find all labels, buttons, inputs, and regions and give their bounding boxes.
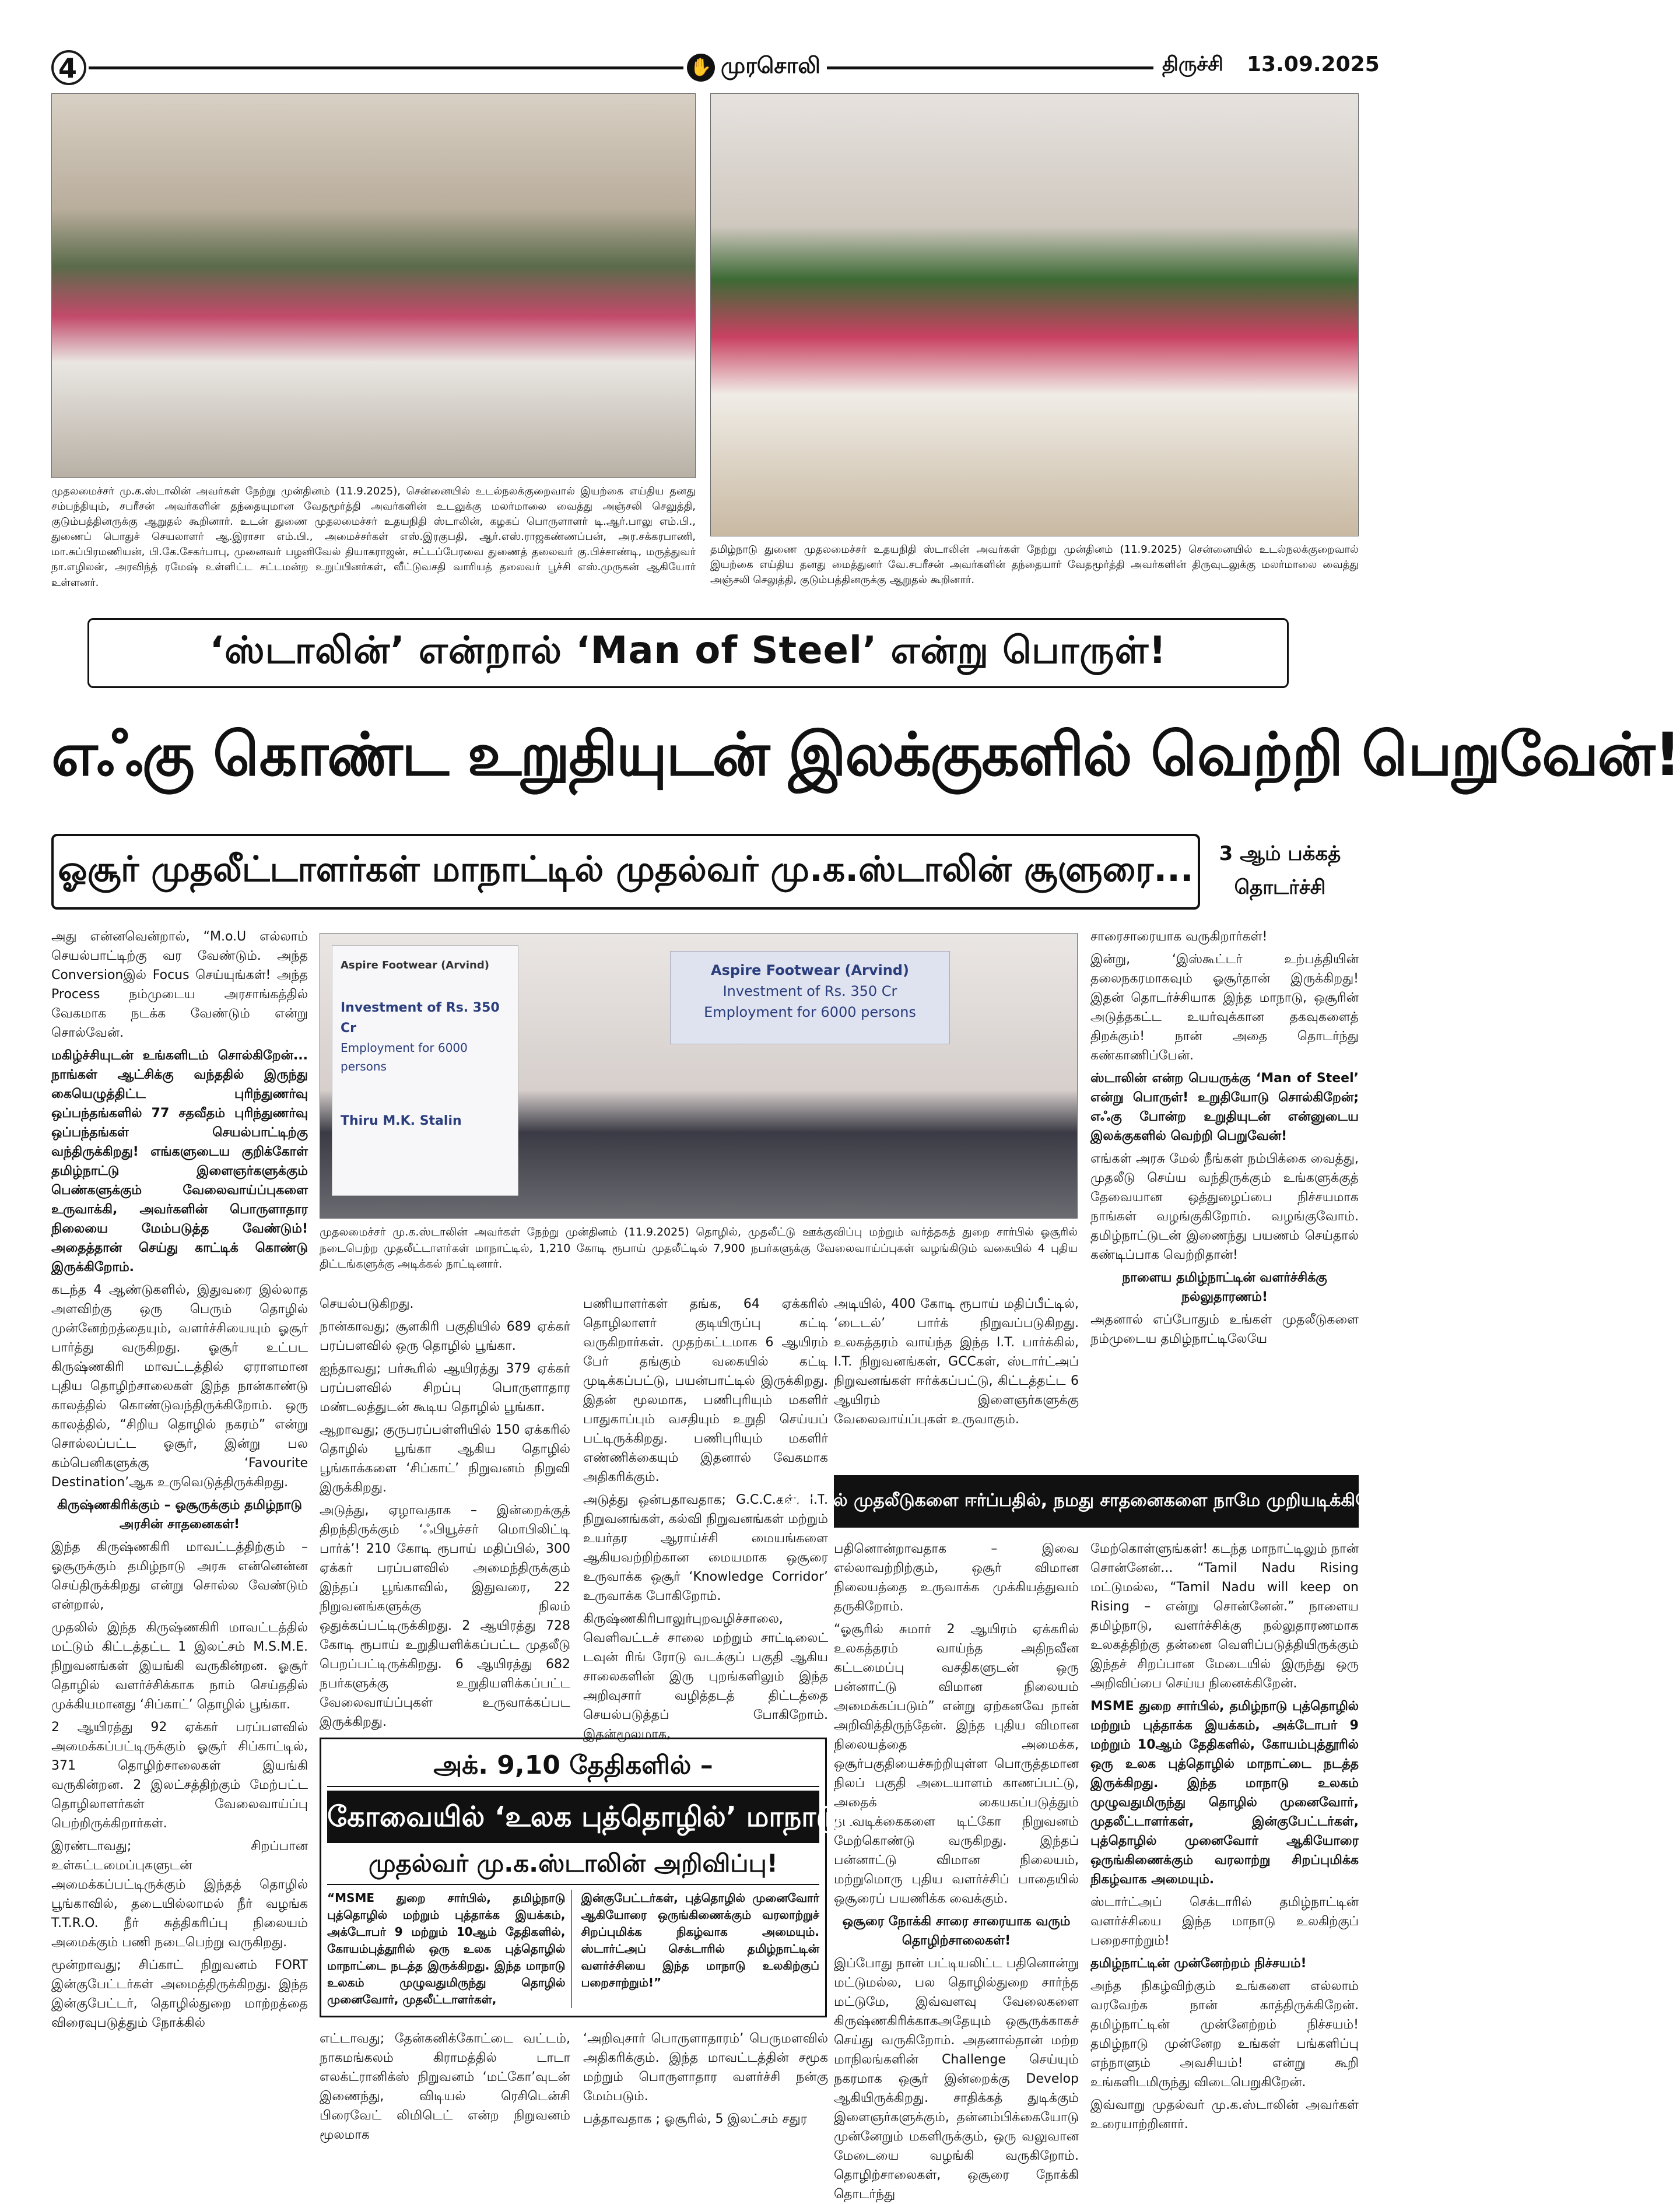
col1-para-1: அது என்னவென்றால், “M.o.U எல்லாம் செயல்பாட்டிற்கு வர வேண்டும். அந்த Conversionஇல் Focus செய்யுங்கள்! அந்த Process நம்முடைய அரசாங்கத்தில் வேகமாக நடக்க வேண்டும் என்று சொல்வேன்.	[51, 929, 308, 1040]
article-bottom-col3	[583, 2029, 828, 2157]
screen-investment: Investment of Rs. 350 Cr	[722, 983, 897, 999]
col1-bold-1: மகிழ்ச்சியுடன் உங்களிடம் சொல்கிறேன்... நாங்கள் ஆட்சிக்கு வந்ததில் இருந்து கையெழுத்திட்ட புரிந்துணர்வு ஒப்பந்தங்களில் 77 சதவீதம் புரிந்துணர்வு ஒப்பந்தங்கள் செயல்பாட்டிற்கு வந்திருக்கிறது! எங்களுடைய குறிக்கோள் தமிழ்நாட்டு இளைஞர்களுக்கும் பெண்களுக்கும் வேலைவாய்ப்புகளை உருவாக்கி, அவர்களின் பொருளாதார நிலையை மேம்படுத்த வேண்டும்! அதைத்தான் செய்து காட்டிக் கொண்டு இருக்கிறோம்.	[51, 1048, 308, 1275]
col1-subhead-1: கிருஷ்ணகிரிக்கும் – ஓசூருக்கும் தமிழ்நாடு அரசின் சாதனைகள்!	[57, 1498, 303, 1532]
col3b-para-2: இப்போது நான் பட்டியலிட்ட பதினொன்று மட்டுமல்ல, பல தொழில்துறை சார்ந்த மட்டுமே, இவ்வளவு வேலைகளை கிருஷ்ணகிரிக்காகஅதேயும் ஒசூருக்காகச் செய்து வருகிறோம். அதனால்தான் மற்ற மாநிலங்களின் Challenge செய்யும் நகரமாக ஒசூர் இன்றைக்கு Develop ஆகியிருக்கிறது. சாதிக்கத் துடிக்கும் இளைஞர்களுக்கும், தன்னம்பிக்கையோடு முன்னேறும் மகளிருக்கும், ஒரு வலுவான மேடையை வழங்கி வருகிறோம். தொழிற்சாலைகள், ஒசூரை நோக்கி தொடர்ந்து	[834, 1956, 1079, 2202]
col3b-subhead-2: ஒசூரை நோக்கி சாரை சாரையாக வரும் தொழிற்சாலைகள்!	[842, 1914, 1071, 1948]
event-photo	[320, 933, 1078, 1219]
bottom-col2-para: எட்டாவது; தேன்கனிக்கோட்டை வட்டம், நாகமங்கலம் கிராமத்தில் டாடா எலக்ட்ரானிக்ஸ் நிறுவனம் ‘மட்கோ’வுடன் இணைந்து, விடியல் ரெசிடென்சி பிரைவேட் லிமிடெட் என்ற நிறுவனம் மூலமாக	[320, 2031, 570, 2142]
condolence-photo-right	[710, 93, 1359, 536]
col1-para-3: இந்த கிருஷ்ணகிரி மாவட்டத்திற்கும் – ஓசூருக்கும் தமிழ்நாடு அரசு என்னென்ன செய்திருக்கிறது என்று சொல்ல வேண்டும் என்றால்,	[51, 1540, 308, 1612]
col2-para-0: செயல்படுகிறது.	[320, 1297, 414, 1311]
col5-para-2: இன்று, ‘இஸ்கூட்டர் உற்பத்தியின் தலைநகரமாகவும் ஓசூர்தான் இருக்கிறது! இதன் தொடர்ச்சியாக இந்த மாநாடு, ஒசூரின் அடுத்தகட்ட உயர்வுக்கான தகவுகளைத் திறக்கும்! நான் அதை தொடர்ந்து கண்காணிப்பேன்.	[1090, 952, 1359, 1063]
screen-employment: Employment for 6000 persons	[704, 1004, 916, 1020]
box-text-left: “MSME துறை சார்பில், தமிழ்நாடு புத்தொழில் மற்றும் புத்தாக்க இயக்கம், அக்டோபர் 9 மற்றும் 10ஆம் தேதிகளில், கோயம்புத்தூரில் ஒரு உலக புத்தொழில் மாநாட்டை நடத்த இருக்கிறது. இந்த மாநாடு உலகம் முழுவதுமிருந்து தொழில் முனைவோர், முதலீட்டாளர்கள்,	[327, 1890, 572, 2008]
event-screen	[670, 951, 950, 1044]
col1-para-4: முதலில் இந்த கிருஷ்ணகிரி மாவட்டத்தில் மட்டும் கிட்டத்தட்ட 1 இலட்சம் M.S.M.E. நிறுவனங்கள் இயங்கி வருகின்றன. ஓசூர் தொழில் வளர்ச்சிக்காக நாம் செய்ததில் முக்கியமானது ‘சிப்காட்’ தொழில் பூங்கா.	[51, 1620, 308, 1712]
box-head-2: கோவையில் ‘உலக புத்தொழில்’ மாநாடு!	[327, 1791, 819, 1843]
col5-para-3: எங்கள் அரசு மேல் நீங்கள் நம்பிக்கை வைத்து, முதலீடு செய்ய வந்திருக்கும் உங்களுக்குத் தேவையான ஒத்துழைப்பை நிச்சயமாக நாங்கள் வழங்குகிறோம். வழங்குவோம். தமிழ்நாட்டுடன் இணைந்து பயணம் செய்தால் கண்டிப்பாக வெற்றிதான்!	[1090, 1152, 1359, 1262]
continued-note	[1201, 837, 1359, 910]
headline-kicker-text: ‘ஸ்டாலின்’ என்றால் ‘Man of Steel’ என்று பொருள்!	[209, 629, 1167, 672]
condolence-caption-right: தமிழ்நாடு துணை முதலமைச்சர் உதயநிதி ஸ்டாலின் அவர்கள் நேற்று முன்தினம் (11.9.2025) சென்னையில் உடல்நலக்குறைவால் இயற்கை எய்திய தனது மைத்துனர் வே.சபரீசன் அவர்களின் தந்தையார் வேதமூர்த்தி அவர்களின் திருவுடலுக்கு மலர்மாலை வைத்து அஞ்சலி செலுத்தி, குடும்பத்தினருக்கு ஆறுதல் கூறினார்.	[710, 543, 1359, 587]
col5b-subhead-1: தமிழ்நாட்டின் முன்னேற்றம் நிச்சயம்!	[1090, 1956, 1307, 1971]
article-column-5b	[1090, 1539, 1359, 2157]
col2-para-1: நான்காவது; சூளகிரி பகுதியில் 689 ஏக்கர் பரப்பளவில் ஒரு தொழில் பூங்கா.	[320, 1319, 570, 1353]
col3b-para-1: “ஓசூரில் சுமார் 2 ஆயிரம் ஏக்கரில் உலகத்தரம் வாய்ந்த அதிநவீன கட்டமைப்பு வசதிகளுடன் ஒரு பன்னாட்டு விமான நிலையம் அமைக்கப்படும்” என்று ஏற்கனவே நான் அறிவித்திருந்தேன். இந்த புதிய விமான நிலையத்தை அமைக்க, ஒசூர்பகுதியைச்சுற்றியுள்ள பொருத்தமான நிலப் பகுதி அடையாளம் காணப்பட்டு, அதைக் கையகப்படுத்தும் நடவடிக்கைகளை டிட்கோ நிறுவனம் மேற்கொண்டு வருகிறது. இந்தப் பன்னாட்டு விமான நிலையம், மற்றுமொரு புதிய வளர்ச்சிப் பாதையில் ஒசூரைப் பயணிக்க வைக்கும்.	[834, 1622, 1079, 1906]
col5-para-4: அதனால் எப்போதும் உங்கள் முதலீடுகளை நம்முடைய தமிழ்நாட்டிலேயே	[1090, 1312, 1359, 1346]
col2-para-2: ஐந்தாவது; பர்கூரில் ஆயிரத்து 379 ஏக்கர் பரப்பளவில் சிறப்பு பொருளாதார மண்டலத்துடன் கூடிய தொழில் பூங்கா.	[320, 1361, 570, 1415]
col3b-subhead-1: பதினொன்றாவதாக – இவை எல்லாவற்றிற்கும், ஒசூர் விமான நிலையத்தை உருவாக்க முக்கியத்துவம் தருகிறோம்.	[834, 1542, 1079, 1614]
section-band	[781, 1475, 1411, 1528]
article-column-2	[320, 1294, 570, 1729]
article-bottom-col2	[320, 2029, 570, 2157]
headline-strap	[51, 834, 1200, 910]
banner-company: Aspire Footwear (Arvind)	[341, 959, 489, 971]
main-headline: எஃகு கொண்ட உறுதியுடன் இலக்குகளில் வெற்றி பெறுவேன்!	[51, 720, 1680, 789]
page-number: 4	[58, 52, 78, 84]
col3-para-2: அடுத்து ஒன்பதாவதாக; G.C.C.கள், I.T. நிறுவனங்கள், கல்வி நிறுவனங்கள் மற்றும் உயர்தர ஆராய்ச்சி மையங்களை ஆகியவற்றிற்கான மையமாக ஒசூரை உருவாக்க ஒசூர் ‘Knowledge Corridor’ உருவாக்க போகிறோம்.	[583, 1493, 828, 1603]
screen-company: Aspire Footwear (Arvind)	[711, 962, 909, 978]
col1-para-2: கடந்த 4 ஆண்டுகளில், இதுவரை இல்லாத அளவிற்கு ஒரு பெரும் தொழில் முன்னேற்றத்தையும், வளர்ச்சியையும் ஓசூர் பார்த்து வருகிறது. ஓசூர் உட்பட கிருஷ்ணகிரி மாவட்டத்தில் ஏராளமான புதிய தொழிற்சாலைகள் இந்த நான்காண்டு காலத்தில் கொண்டுவந்திருக்கிறோம். ஒரு காலத்தில், “சிறிய தொழில் நகரம்” என்று சொல்லப்பட்ட ஓசூர், இன்று பல கம்பெனிகளுக்கு ‘Favourite Destination’ஆக உருவெடுத்திருக்கிறது.	[51, 1283, 308, 1490]
col1-para-7: மூன்றாவது; சிப்காட் நிறுவனம் FORT இன்குபேட்டர்கள் அமைத்திருக்கிறது. இந்த இன்குபேட்டர், தொழில்துறை மாற்றத்தை விரைவுபடுத்தும் நோக்கில்	[51, 1958, 308, 2030]
col4-para-1: அடியில், 400 கோடி ரூபாய் மதிப்பீட்டில், ‘டைடல்’ பார்க் நிறுவப்படுகிறது. உலகத்தரம் வாய்ந்த இந்த I.T. பார்க்கில், I.T. நிறுவனங்கள், GCCகள், ஸ்டார்ட்அப் நிறுவனங்கள் ஈர்க்கப்பட்டு, கிட்டத்தட்ட 6 ஆயிரம் இளைஞர்களுக்கு வேலைவாய்ப்புகள் உருவாகும்.	[834, 1297, 1079, 1427]
edition-date: 13.09.2025	[1247, 52, 1380, 76]
col5b-para-2: ஸ்டார்ட்அப் செக்டாரில் தமிழ்நாட்டின் வளர்ச்சியை இந்த மாநாடு உலகிற்குப் பறைசாற்றும்!	[1090, 1895, 1359, 1948]
edition-city: திருச்சி	[1162, 52, 1223, 76]
headline-strap-text: ஓசூர் முதலீட்டாளர்கள் மாநாட்டில் முதல்வர் மு.க.ஸ்டாலின் சூளுரை...	[58, 849, 1194, 890]
announcement-box	[320, 1738, 854, 2017]
box-text-right: இன்குபேட்டர்கள், புத்தொழில் முனைவோர் ஆகியோரை ஒருங்கிணைக்கும் வரலாற்றுச் சிறப்புமிக்க நிகழ்வாக அமையும். ஸ்டார்ட்அப் செக்டாரில் தமிழ்நாட்டின் வளர்ச்சியை இந்த மாநாடு உலகிற்குப் பறைசாற்றும்!”	[581, 1891, 819, 1989]
box-head-3: முதல்வர் மு.க.ஸ்டாலின் அறிவிப்பு!	[327, 1843, 819, 1885]
article-column-4	[834, 1294, 1079, 1469]
banner-name: Thiru M.K. Stalin	[341, 1114, 462, 1129]
col1-para-6: இரண்டாவது; சிறப்பான உள்கட்டமைப்புகளுடன் அமைக்கப்பட்டிருக்கும் இந்தத் தொழில் பூங்காவில், தடையில்லாமல் நீர் வழங்க T.T.R.O. நீர் சுத்திகரிப்பு நிலையம் அமைக்கும் பணி நடைபெற்று வருகிறது.	[51, 1839, 308, 1950]
banner-investment: Investment of Rs. 350 Cr	[341, 1000, 500, 1036]
condolence-caption-left: முதலமைச்சர் மு.க.ஸ்டாலின் அவர்கள் நேற்று முன்தினம் (11.9.2025), சென்னையில் உடல்நலக்குறைவால் இயற்கை எய்திய தனது சம்பந்தியும், சபரீசன் அவர்களின் தந்தையுமான வேதமூர்த்தி அவர்களின் உடலுக்கு மலர்மாலை வைத்து அஞ்சலி செலுத்தி, குடும்பத்தினருக்கு ஆறுதல் கூறினார். உடன் துணை முதலமைச்சர் உதயநிதி ஸ்டாலின், கழகப் பொருளாளர் டி.ஆர்.பாலு எம்.பி., துணைப் பொதுச் செயலாளர் ஆ.இராசா எம்.பி., அமைச்சர்கள் எஸ்.இரகுபதி, ஆர்.எஸ்.ராஜகண்ணப்பன், அர.சக்கரபாணி, மா.சுப்பிரமணியன், பி.கே.சேகர்பாபு, முனைவர் பழனிவேல் தியாகராஜன், சட்டப்பேரவை துணைத் தலைவர் கு.பிச்சாண்டி, மருத்துவர் நா.எழிலன், அரவிந்த் ரமேஷ் உள்ளிட்ட சட்டமன்ற உறுப்பினர்கள், வீட்டுவசதி வாரியத் தலைவர் பூச்சி எஸ்.முருகன் ஆகியோர் உள்ளனர்.	[51, 485, 696, 589]
bottom-col3-para-b: பத்தாவதாக ; ஓசூரில், 5 இலட்சம் சதுர	[583, 2112, 808, 2126]
col3-para-3: கிருஷ்ணகிரிபாலுர்புறவழிச்சாலை, வெளிவட்டச் சாலை மற்றும் சாட்டிலைட் டவுன் ரிங் ரோடு வடக்குப் பகுதி ஆகிய சாலைகளின் இரு புறங்களிலும் இந்த அறிவுசார் வழித்தடத் திட்டத்தை செயல்படுத்தப் போகிறோம். இதன்மூலமாக,	[583, 1612, 828, 1742]
article-column-4b	[834, 1539, 1079, 2202]
headline-kicker	[87, 618, 1289, 688]
col1-para-5: 2 ஆயிரத்து 92 ஏக்கர் பரப்பளவில் அமைக்கப்பட்டிருக்கும் ஓசூர் சிப்காட்டில், 371 தொழிற்சாலைகள் இயங்கி வருகின்றன. 2 இலட்சத்திற்கும் மேற்பட்ட தொழிலாளர்கள் வேலைவாய்ப்பு பெற்றிருக்கிறார்கள்.	[51, 1720, 308, 1831]
col5b-para-1: மேற்கொள்ளுங்கள்! கடந்த மாநாட்டிலும் நான் சொன்னேன்... “Tamil Nadu Rising மட்டுமல்ல, “Tamil Nadu will keep on Rising – என்று சொன்னேன்.” நாளைய தமிழ்நாடு, வளர்ச்சிக்கு நல்லுதாரணமாக உலகத்திற்கு தன்னை வெளிப்படுத்தியிருக்கும் இந்தச் சிறப்பான மேடையில் இருந்து ஒரு அறிவிப்பை செய்ய நினைக்கிறேன்.	[1090, 1542, 1359, 1691]
masthead-title: முரசொலி	[721, 52, 820, 78]
masthead-logo-icon: ✋	[687, 54, 715, 82]
continued-line-1: 3 ஆம் பக்கத்	[1219, 842, 1341, 865]
article-column-5	[1090, 927, 1359, 1382]
condolence-photo-left	[51, 93, 696, 478]
event-photo-caption: முதலமைச்சர் மு.க.ஸ்டாலின் அவர்கள் நேற்று முன்தினம் (11.9.2025) தொழில், முதலீட்டு ஊக்குவிப்பு மற்றும் வர்த்தகத் துறை சார்பில் ஓசூரில் நடைபெற்ற முதலீட்டாளர்கள் மாநாட்டில், 1,210 கோடி ரூபாய் முதலீட்டில் 7,900 நபர்களுக்கு வேலைவாய்ப்புகள் வழங்கிடும் வகையில் 4 புதிய திட்டங்களுக்கு அடிக்கல் நாட்டினார்.	[320, 1226, 1078, 1271]
col5b-para-3: அந்த நிகழ்விற்கும் உங்களை எல்லாம் வரவேற்க நான் காத்திருக்கிறேன். தமிழ்நாட்டின் முன்னேற்றம் நிச்சயம்! தமிழ்நாடு முன்னேற உங்கள் பங்களிப்பு எந்நாளும் அவசியம்! என்று கூறி உங்களிடமிருந்து விடைபெறுகிறேன்.	[1090, 1979, 1359, 2090]
col2-para-3: ஆறாவது; குருபரப்பள்ளியில் 150 ஏக்கரில் தொழில் பூங்கா ஆகிய தொழில் பூங்காக்களை ‘சிப்காட்’ நிறுவனம் நிறுவி இருக்கிறது.	[320, 1423, 570, 1495]
section-band-text: தொழில் முதலீடுகளை ஈர்ப்பதில், நமது சாதனைகளை நாமே முறியடிக்கிறோம்!	[781, 1490, 1411, 1511]
col5b-bold-1: MSME துறை சார்பில், தமிழ்நாடு புத்தொழில் மற்றும் புத்தாக்க இயக்கம், அக்டோபர் 9 மற்றும் 10ஆம் தேதிகளில், கோயம்புத்தூரில் ஒரு உலக புத்தொழில் மாநாட்டை நடத்த இருக்கிறது. இந்த மாநாடு உலகம் முழுவதுமிருந்து தொழில் முனைவோர், முதலீட்டாளர்கள், இன்குபேட்டர்கள், புத்தொழில் முனைவோர் ஆகியோரை ஒருங்கிணைக்கும் வரலாற்று சிறப்புமிக்க நிகழ்வாக அமையும்.	[1090, 1699, 1359, 1887]
col5b-para-4: இவ்வாறு முதல்வர் மு.க.ஸ்டாலின் அவர்கள் உரையாற்றினார்.	[1090, 2098, 1359, 2132]
page-header	[51, 50, 1380, 85]
event-banner	[332, 945, 518, 1196]
continued-line-2: தொடர்ச்சி	[1234, 876, 1326, 899]
col5-subhead-1: நாளைய தமிழ்நாட்டின் வளர்ச்சிக்கு நல்லுதாரணம்!	[1122, 1271, 1327, 1304]
banner-employment: Employment for 6000 persons	[341, 1041, 468, 1074]
col3-para-1: பணியாளர்கள் தங்க, 64 ஏக்கரில் தொழிலாளர் குடியிருப்பு கட்டி வருகிறார்கள். முதற்கட்டமாக 6 ஆயிரம் பேர் தங்கும் வகையில் கட்டி முடிக்கப்பட்டு, பயன்பாட்டில் இருக்கிறது. இதன் மூலமாக, பணிபுரியும் மகளிர் பாதுகாப்பும் வசதியும் உறுதி செய்யப் பட்டிருக்கிறது. பணிபுரியும் மகளிர் எண்ணிக்கையும் இதனால் வேகமாக அதிகரிக்கும்.	[583, 1297, 828, 1484]
box-head-1: அக். 9,10 தேதிகளில் –	[327, 1745, 819, 1787]
article-column-1	[51, 927, 308, 2157]
col5-bold-1: ஸ்டாலின் என்ற பெயருக்கு ‘Man of Steel’ என்று பொருள்! உறுதியோடு சொல்கிறேன்; எஃகு போன்ற உறுதியுடன் என்னுடைய இலக்குகளில் வெற்றி பெறுவேன்!	[1090, 1071, 1359, 1143]
col2-para-4: அடுத்து, ஏழாவதாக – இன்றைக்குத் திறந்திருக்கும் ‘ஃபியூச்சர் மொபிலிட்டி பார்க்’! 210 கோடி ரூபாய் மதிப்பில், 300 ஏக்கர் பரப்பளவில் அமைந்திருக்கும் இந்தப் பூங்காவில், இதுவரை, 22 நிறுவனங்களுக்கு நிலம் ஒதுக்கப்பட்டிருக்கிறது. 2 ஆயிரத்து 728 கோடி ரூபாய் உறுதியளிக்கப்பட்ட முதலீடு பெறப்பட்டிருக்கிறது. 6 ஆயிரத்து 682 நபர்களுக்கு உறுதியளிக்கப்பட்ட வேலைவாய்ப்புகள் உருவாக்கப்பட இருக்கிறது.	[320, 1503, 570, 1729]
bottom-col3-para: ‘அறிவுசார் பொருளாதாரம்’ பெருமளவில் அதிகரிக்கும். இந்த மாவட்டத்தின் சமூக மற்றும் பொருளாதார வளர்ச்சி நன்கு மேம்படும்.	[583, 2031, 828, 2104]
col5-para-1: சாரைசாரையாக வருகிறார்கள்!	[1090, 929, 1268, 944]
